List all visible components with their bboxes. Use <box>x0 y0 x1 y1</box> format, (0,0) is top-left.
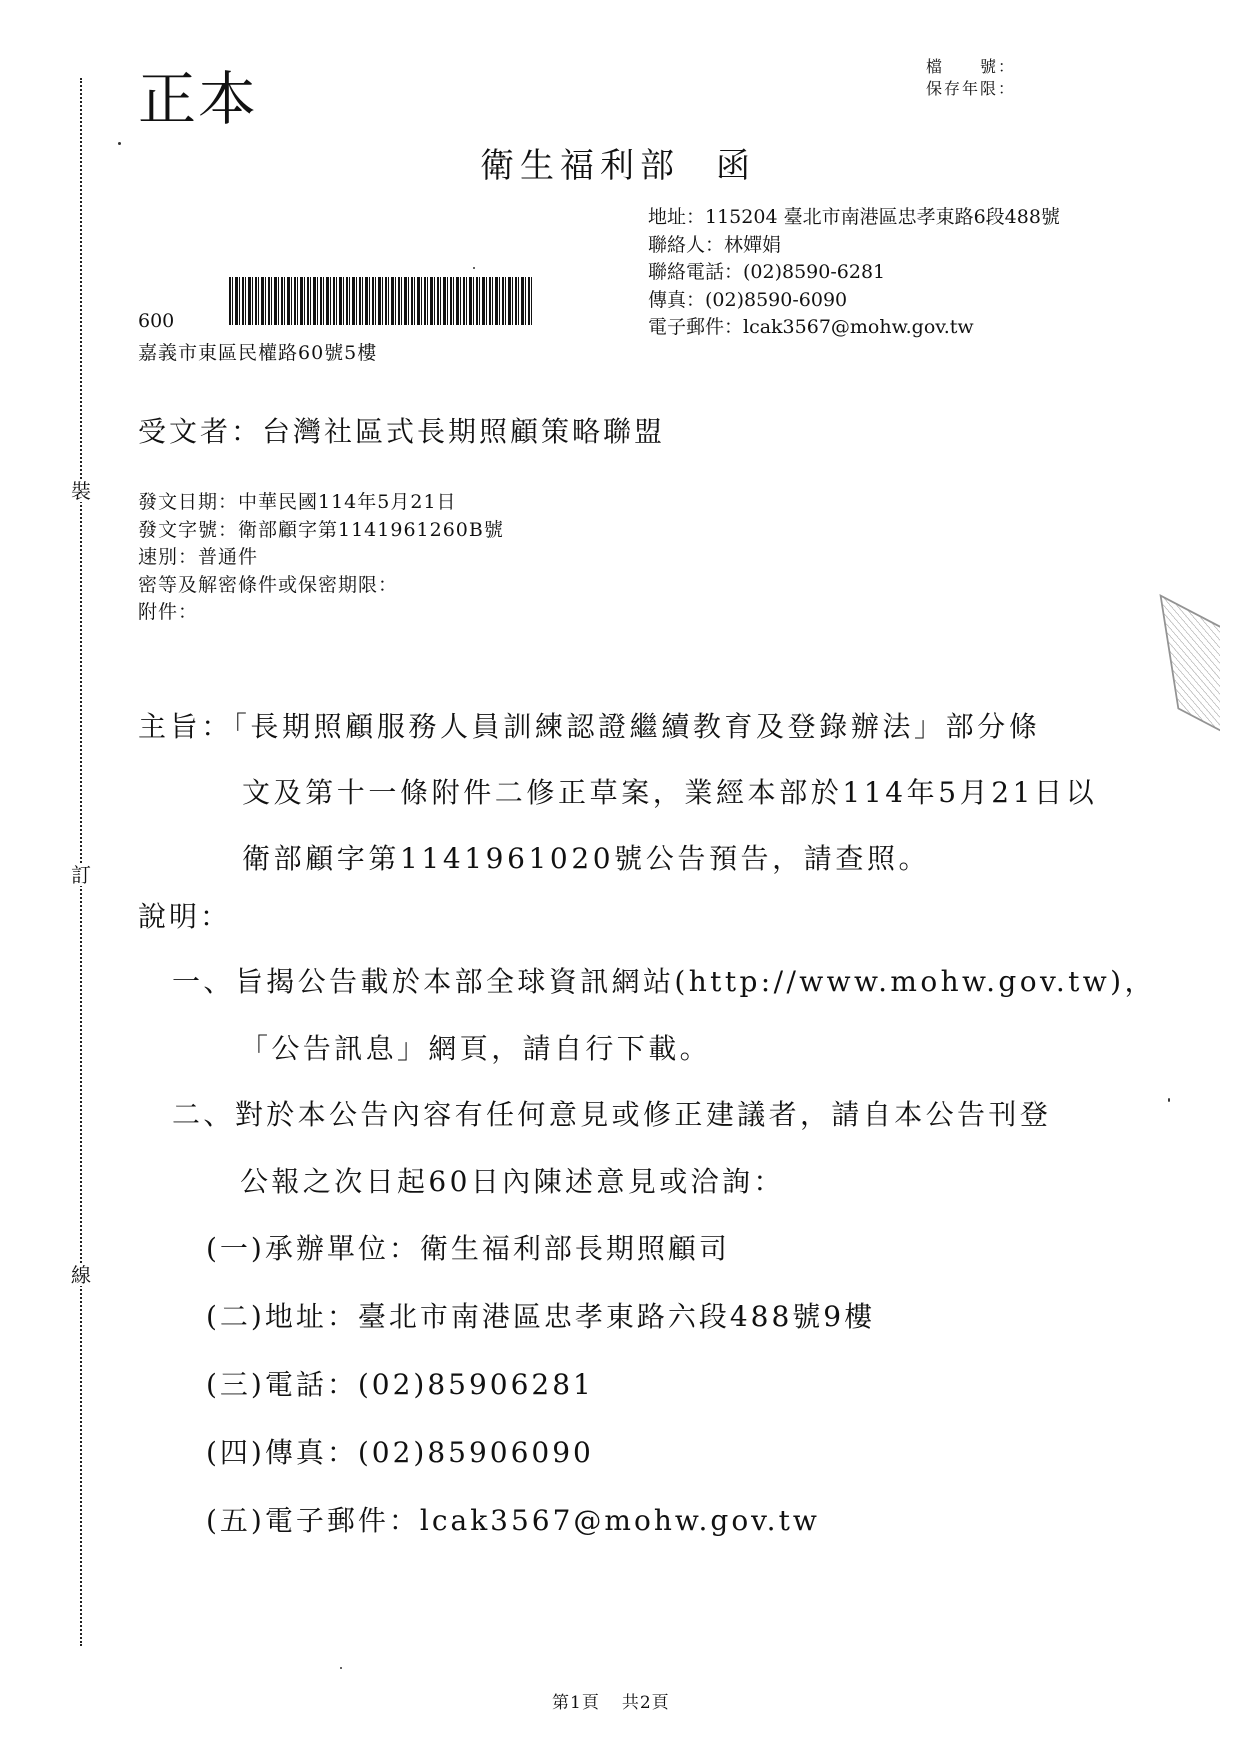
subject-line-2: 文及第十一條附件二修正草案，業經本部於114年5月21日以 <box>242 776 1098 809</box>
scan-speck <box>118 142 121 145</box>
archive-number-label: 檔 號： <box>926 57 1017 76</box>
recipient-address: 嘉義市東區民權路60號5樓 <box>138 342 378 364</box>
sub-item-marker: (四) <box>206 1436 265 1469</box>
explanation-label: 說明： <box>138 900 232 933</box>
sub-item-text: 傳真：(02)85906090 <box>264 1436 594 1469</box>
page-current: 第1頁 <box>552 1693 600 1713</box>
classification: 密等及解密條件或保密期限： <box>138 573 399 596</box>
binding-char-xian: 線 <box>71 1263 91 1287</box>
subject-line-3: 衛部顧字第1141961020號公告預告，請查照。 <box>242 842 931 875</box>
sub-item-marker: (二) <box>206 1300 265 1333</box>
scan-speck <box>473 267 475 269</box>
subject <box>138 694 1097 892</box>
retention-period-label: 保存年限： <box>926 79 1017 98</box>
binding-char-ding: 訂 <box>71 863 91 887</box>
page-total: 共2頁 <box>621 1693 670 1713</box>
receipt-stamp <box>1150 580 1220 740</box>
document-meta <box>138 489 504 627</box>
subject-label: 主旨： <box>138 710 233 743</box>
issue-date: 發文日期：中華民國114年5月21日 <box>138 491 457 513</box>
file-meta <box>926 56 1016 100</box>
document-number: 發文字號：衛部顧字第1141961260B號 <box>138 518 504 541</box>
item-marker: 二、 <box>172 1098 235 1131</box>
urgency: 速別：普通件 <box>138 546 259 568</box>
sub-item-marker: (三) <box>206 1368 265 1401</box>
document-title <box>480 138 756 187</box>
postal-code: 600 <box>138 310 175 332</box>
receiver-label: 受文者： <box>138 415 263 448</box>
sender-contact-person: 聯絡人：林嬋娟 <box>648 233 782 256</box>
scan-speck <box>340 1667 342 1669</box>
contact-item-address <box>206 1295 875 1335</box>
scan-speck <box>1168 1098 1170 1102</box>
sub-item-marker: (五) <box>206 1504 265 1537</box>
item-line-1: 旨揭公告載於本部全球資訊網站(http://www.mohw.gov.tw)， <box>234 965 1156 998</box>
agency-name: 衛生福利部 <box>480 146 680 186</box>
sender-phone: 聯絡電話：(02)8590-6281 <box>648 261 886 283</box>
sender-info <box>648 204 1060 342</box>
receiver-name: 台灣社區式長期照顧策略聯盟 <box>262 415 666 448</box>
document-type: 函 <box>716 146 756 186</box>
receiver <box>138 410 665 450</box>
sub-item-text: 電話：(02)85906281 <box>264 1368 594 1401</box>
contact-item-fax <box>206 1431 594 1471</box>
explanation-item-1 <box>172 960 1156 1000</box>
sub-item-text: 承辦單位：衛生福利部長期照顧司 <box>264 1232 730 1265</box>
barcode <box>229 277 534 325</box>
original-copy-mark: 正本 <box>138 65 259 133</box>
binding-char-zhuang: 裝 <box>71 479 91 503</box>
page-indicator <box>552 1688 670 1713</box>
contact-item-email <box>206 1499 820 1539</box>
contact-item-unit <box>206 1227 730 1267</box>
explanation-item-2 <box>172 1093 1051 1133</box>
sender-email: 電子郵件：lcak3567@mohw.gov.tw <box>648 316 974 338</box>
explanation-item-1-line-2: 「公告訊息」網頁，請自行下載。 <box>240 1032 712 1065</box>
sub-item-marker: (一) <box>206 1232 265 1265</box>
sub-item-text: 電子郵件：lcak3567@mohw.gov.tw <box>264 1504 820 1537</box>
sender-address: 地址：115204 臺北市南港區忠孝東路6段488號 <box>648 206 1060 228</box>
attachments: 附件： <box>138 601 199 623</box>
binding-line <box>80 78 82 1646</box>
stamp-icon <box>1159 594 1220 740</box>
explanation-item-2-line-2: 公報之次日起60日內陳述意見或洽詢： <box>240 1165 785 1198</box>
subject-line-1: 「長期照顧服務人員訓練認證繼續教育及登錄辦法」部分條 <box>232 710 1041 743</box>
sender-fax: 傳真：(02)8590-6090 <box>648 288 848 311</box>
contact-item-phone <box>206 1363 594 1403</box>
sub-item-text: 地址：臺北市南港區忠孝東路六段488號9樓 <box>264 1300 876 1333</box>
item-marker: 一、 <box>172 965 235 998</box>
item-line-1: 對於本公告內容有任何意見或修正建議者，請自本公告刊登 <box>234 1098 1052 1131</box>
